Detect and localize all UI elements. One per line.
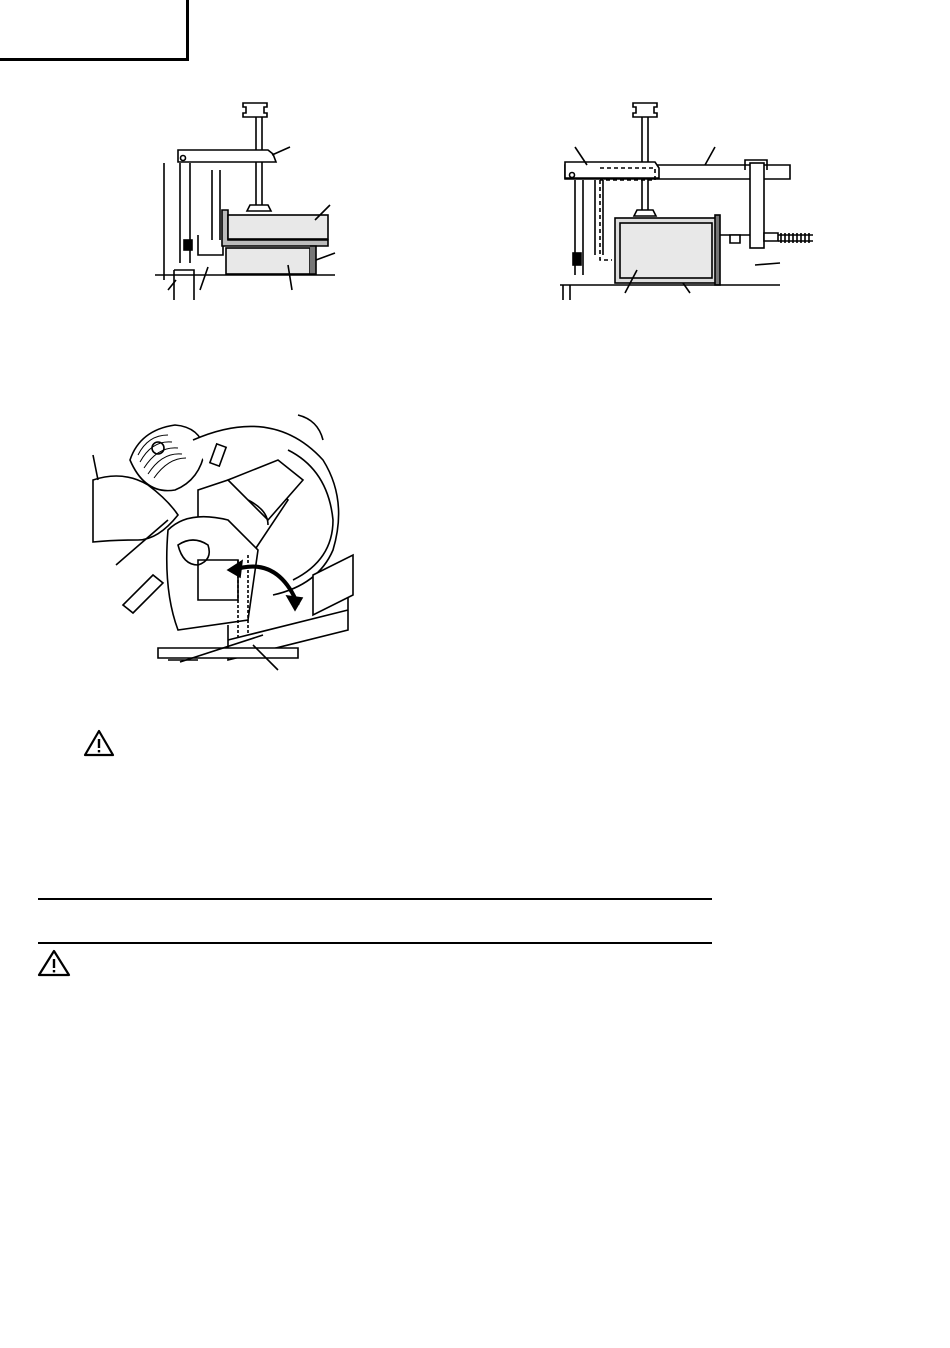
miter-saw-illustration [88, 410, 358, 675]
warning-triangle-icon [37, 948, 71, 978]
clamp-diagram-left [150, 95, 350, 300]
page-corner-tab [0, 0, 189, 61]
clamp-diagram-right [555, 95, 815, 300]
section-divider-top [38, 898, 712, 900]
warning-triangle-icon [83, 728, 115, 758]
clamp-knob-icon [633, 103, 657, 117]
clamp-knob-icon [243, 103, 267, 117]
section-divider-bottom [38, 942, 712, 944]
